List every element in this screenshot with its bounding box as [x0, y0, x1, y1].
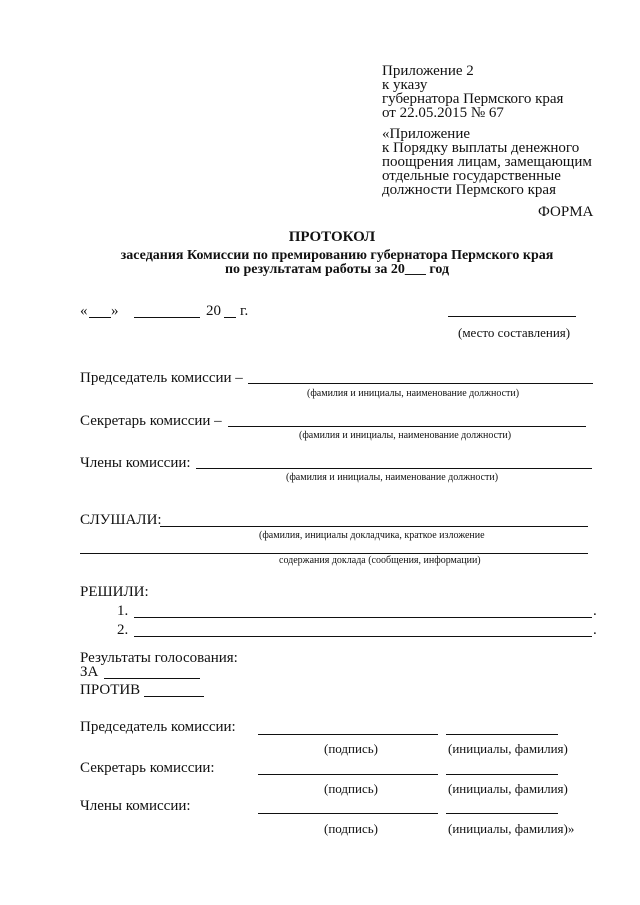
appendix-line: губернатора Пермского края: [382, 91, 564, 107]
document-title: ПРОТОКОЛ: [288, 229, 376, 245]
quote-open: «: [80, 303, 88, 319]
voting-against-blank[interactable]: [144, 696, 204, 697]
year-suffix: г.: [240, 303, 249, 319]
chairman-blank[interactable]: [248, 383, 593, 384]
appendix-quote-line: поощрения лицам, замещающим: [382, 154, 592, 170]
signature-name-caption: (инициалы, фамилия): [448, 741, 568, 756]
members-label: Члены комиссии:: [80, 455, 191, 471]
signature-secretary-sign-blank[interactable]: [258, 774, 438, 775]
voting-title: Результаты голосования:: [80, 650, 238, 666]
appendix-line: к указу: [382, 77, 428, 93]
chairman-label: Председатель комиссии –: [80, 370, 243, 386]
secretary-caption: (фамилия и инициалы, наименование должности): [299, 430, 512, 441]
signature-sign-caption: (подпись): [324, 741, 378, 756]
signature-sign-caption: (подпись): [324, 821, 378, 836]
signature-members-label: Члены комиссии:: [80, 798, 191, 814]
signature-secretary-name-blank[interactable]: [446, 774, 558, 775]
year-prefix: 20: [206, 303, 221, 319]
heard-caption-1: (фамилия, инициалы докладчика, краткое изложение: [259, 530, 485, 541]
secretary-blank[interactable]: [228, 426, 586, 427]
appendix-line: от 22.05.2015 № 67: [382, 105, 504, 121]
voting-for-blank[interactable]: [104, 678, 200, 679]
signature-members-sign-blank[interactable]: [258, 813, 438, 814]
signature-chairman-sign-blank[interactable]: [258, 734, 438, 735]
members-caption: (фамилия и инициалы, наименование должности): [286, 472, 499, 483]
signature-sign-caption: (подпись): [324, 781, 378, 796]
decided-blank-2[interactable]: [134, 636, 592, 637]
heard-caption-2: содержания доклада (сообщения, информации): [279, 555, 481, 566]
heard-blank-1[interactable]: [160, 526, 588, 527]
decided-label: РЕШИЛИ:: [80, 584, 149, 600]
appendix-quote-line: к Порядку выплаты денежного: [382, 140, 580, 156]
decided-blank-1[interactable]: [134, 617, 592, 618]
document-subtitle-line2: по результатам работы за 20___ год: [224, 262, 450, 277]
form-label: ФОРМА: [538, 204, 594, 220]
decided-end-mark: .: [593, 622, 597, 638]
heard-label: СЛУШАЛИ:: [80, 512, 162, 528]
heard-blank-2[interactable]: [80, 553, 588, 554]
chairman-caption: (фамилия и инициалы, наименование должности): [307, 388, 520, 399]
appendix-quote-line: «Приложение: [382, 126, 471, 142]
decided-item-number: 2.: [117, 622, 129, 638]
place-blank[interactable]: [448, 316, 576, 317]
signature-name-caption-last: (инициалы, фамилия)»: [448, 821, 575, 836]
day-blank[interactable]: [89, 317, 111, 318]
quote-close: »: [111, 303, 119, 319]
decided-item-number: 1.: [117, 603, 129, 619]
members-blank[interactable]: [196, 468, 592, 469]
month-blank[interactable]: [134, 317, 200, 318]
document-subtitle-line1: заседания Комиссии по премированию губернатора Пермского края: [120, 248, 554, 263]
signature-name-caption: (инициалы, фамилия): [448, 781, 568, 796]
secretary-label: Секретарь комиссии –: [80, 413, 222, 429]
voting-for-label: ЗА: [80, 664, 99, 680]
appendix-quote-line: отдельные государственные: [382, 168, 561, 184]
year-blank[interactable]: [224, 317, 236, 318]
signature-members-name-blank[interactable]: [446, 813, 558, 814]
signature-chairman-label: Председатель комиссии:: [80, 719, 236, 735]
decided-end-mark: .: [593, 603, 597, 619]
voting-against-label: ПРОТИВ: [80, 682, 141, 698]
place-caption: (место составления): [458, 325, 571, 340]
appendix-quote-line: должности Пермского края: [382, 182, 556, 198]
appendix-line: Приложение 2: [382, 63, 474, 79]
signature-secretary-label: Секретарь комиссии:: [80, 760, 215, 776]
signature-chairman-name-blank[interactable]: [446, 734, 558, 735]
